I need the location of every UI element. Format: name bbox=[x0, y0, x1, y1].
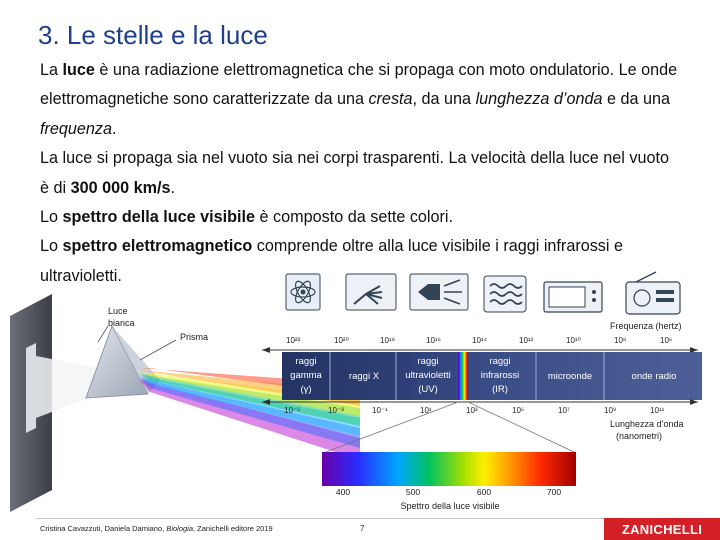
freq-tick: 10²² bbox=[286, 336, 301, 345]
xray-hand-icon bbox=[346, 274, 396, 310]
band-microwave-label: microonde bbox=[547, 371, 593, 382]
band-uv-label-2: ultravioletti bbox=[405, 370, 451, 381]
light-label-1: Luce bbox=[108, 306, 128, 316]
page-number: 7 bbox=[360, 524, 365, 533]
text-run-bold: luce bbox=[62, 61, 95, 79]
visible-tick: 600 bbox=[476, 487, 492, 497]
band-uv-label-3: (UV) bbox=[418, 384, 438, 395]
wl-tick: 10⁻³ bbox=[328, 406, 344, 415]
text-run-bold: 300 000 km/s bbox=[70, 178, 171, 197]
credit-text: Cristina Cavazzuti, Daniela Damiano, bbox=[40, 524, 167, 533]
band-ir-label-2: infrarossi bbox=[480, 370, 520, 381]
visible-tick: 700 bbox=[546, 487, 562, 497]
atom-icon bbox=[286, 274, 320, 310]
page-title: 3. Le stelle e la luce bbox=[38, 20, 268, 50]
wl-tick: 10¹ bbox=[420, 406, 432, 415]
text-run: , da una bbox=[412, 90, 476, 109]
wl-tick: 10⁵ bbox=[512, 406, 525, 415]
footer-divider bbox=[36, 518, 606, 519]
freq-tick: 10¹⁸ bbox=[380, 336, 395, 345]
footer-credit bbox=[40, 524, 273, 533]
brand-logo: ZANICHELLI bbox=[604, 518, 720, 540]
prism-label: Prisma bbox=[180, 332, 209, 342]
band-ir-label-1: raggi bbox=[489, 356, 511, 367]
text-run: è composto da sette colori. bbox=[255, 208, 453, 227]
text-run: comprende oltre alla luce visibile i raggi infrarossi e ultravioletti. bbox=[40, 237, 623, 285]
freq-tick: 10¹⁰ bbox=[566, 336, 581, 345]
wl-tick: 10⁻⁵ bbox=[284, 406, 301, 415]
visible-tick: 500 bbox=[405, 487, 421, 497]
band-gamma-label-2: gamma bbox=[290, 370, 322, 381]
wl-tick: 10⁹ bbox=[604, 406, 617, 415]
freq-tick: 10²⁰ bbox=[334, 336, 349, 345]
band-uv-label-1: raggi bbox=[417, 356, 439, 367]
text-run: e da una bbox=[602, 90, 670, 109]
wl-tick: 10¹¹ bbox=[650, 406, 665, 415]
text-run: . bbox=[112, 119, 117, 138]
spectrum-figure bbox=[0, 268, 720, 518]
body-text bbox=[40, 56, 680, 291]
freq-tick: 10¹⁶ bbox=[426, 336, 441, 345]
text-run: La luce si propaga sia nel vuoto sia nei corpi trasparenti. La velocità della luce nel vuoto è di bbox=[40, 149, 669, 197]
wavelength-ticks bbox=[284, 406, 665, 415]
visible-tick: 400 bbox=[335, 487, 351, 497]
text-run: Lo bbox=[40, 208, 63, 227]
wl-tick: 10⁷ bbox=[558, 406, 570, 415]
freq-tick: 10⁶ bbox=[660, 336, 673, 345]
visible-spectrum-band bbox=[322, 452, 576, 486]
radio-icon bbox=[626, 272, 680, 314]
text-run: La bbox=[40, 61, 63, 79]
text-run: è una radiazione elettromagnetica che si propaga con moto ondulatorio. Le onde elettromagnetiche sono caratterizzate da una bbox=[40, 61, 678, 109]
paragraph-2 bbox=[40, 144, 680, 203]
wl-tick: 10⁻¹ bbox=[372, 406, 388, 415]
wl-tick: 10³ bbox=[466, 406, 478, 415]
frequency-ticks bbox=[286, 336, 672, 345]
text-run: Lo bbox=[40, 237, 63, 256]
band-gamma-label-3: (γ) bbox=[300, 384, 312, 395]
paragraph-1 bbox=[40, 56, 680, 144]
visible-spectrum-caption: Spettro della luce visibile bbox=[400, 501, 500, 511]
paragraph-3 bbox=[40, 203, 680, 232]
freq-tick: 10¹² bbox=[519, 336, 534, 345]
band-xray-label: raggi X bbox=[348, 371, 380, 382]
text-run: . bbox=[170, 178, 176, 197]
visible-sliver bbox=[458, 352, 468, 400]
microwave-icon bbox=[544, 282, 602, 312]
leader-line bbox=[140, 340, 176, 360]
band-ir-label-3: (IR) bbox=[492, 384, 508, 395]
text-run-italic: frequenza bbox=[40, 119, 112, 138]
wavelength-axis-label-2: (nanometri) bbox=[616, 431, 663, 441]
freq-tick: 10⁸ bbox=[614, 336, 627, 345]
band-gamma-label-1: raggi bbox=[295, 356, 317, 367]
freq-tick: 10¹⁴ bbox=[472, 336, 487, 345]
text-run-bold: spettro della luce visibile bbox=[62, 208, 256, 227]
heater-icon bbox=[484, 276, 526, 312]
credit-text: , Zanichelli editore 2019 bbox=[193, 524, 273, 533]
wavelength-axis-label-1: Lunghezza d’onda bbox=[610, 419, 684, 429]
text-run-bold: spettro elettromagnetico bbox=[62, 237, 253, 256]
slit-opening bbox=[26, 343, 36, 433]
text-run-italic: cresta bbox=[368, 90, 413, 109]
band-radio-label: onde radio bbox=[631, 371, 677, 382]
leader-line bbox=[98, 326, 108, 342]
frequency-axis-label: Frequenza (hertz) bbox=[610, 321, 682, 331]
uv-lamp-icon bbox=[410, 274, 468, 310]
text-run-italic: lunghezza d’onda bbox=[475, 90, 603, 109]
light-label-2: bianca bbox=[108, 318, 135, 328]
credit-text-italic: Biologia bbox=[166, 524, 193, 533]
